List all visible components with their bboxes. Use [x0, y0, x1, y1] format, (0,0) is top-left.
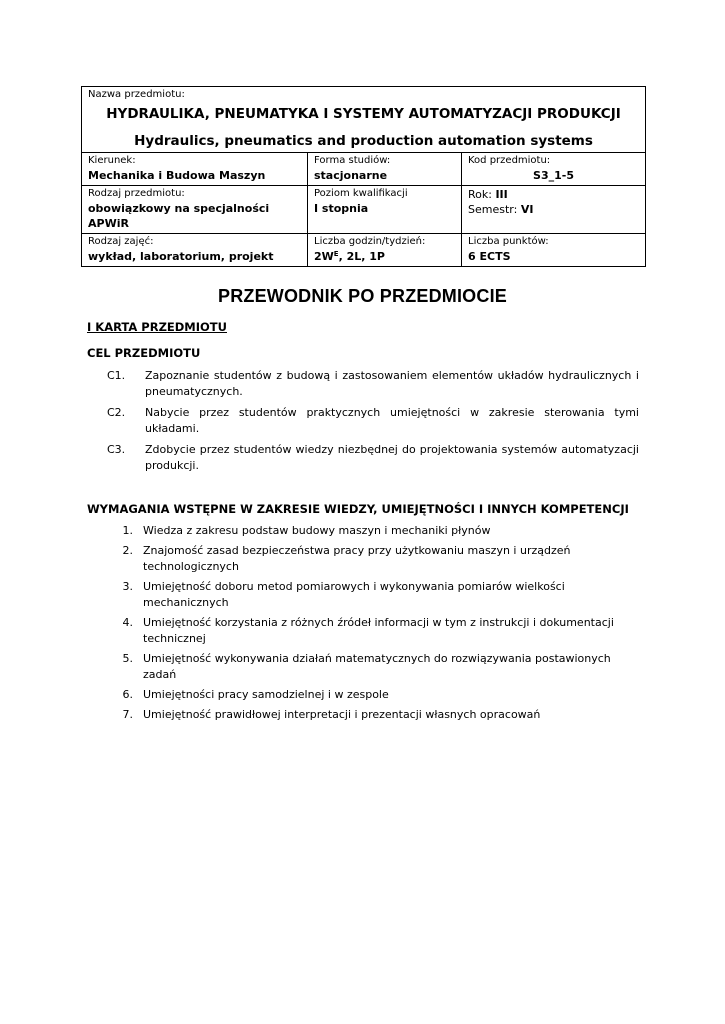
- requirement-item: [110, 579, 640, 611]
- requirement-item: [110, 687, 640, 703]
- subject-title-en: Hydraulics, pneumatics and production automation systems: [134, 133, 593, 149]
- points-value: 6 ECTS: [468, 250, 511, 263]
- section-goal-heading: CEL PRZEDMIOTU: [87, 346, 201, 360]
- classes-value: wykład, laboratorium, projekt: [88, 250, 274, 263]
- qualification-cell: [308, 186, 462, 234]
- requirement-number: 2.: [122, 544, 133, 557]
- qualification-label: Poziom kwalifikacji: [314, 188, 408, 199]
- requirement-number: 4.: [122, 616, 133, 629]
- requirements-list: [110, 523, 640, 727]
- hours-exam-mark: E: [333, 250, 339, 258]
- requirement-number: 5.: [122, 652, 133, 665]
- main-title: PRZEWODNIK PO PRZEDMIOCIE: [217, 286, 507, 306]
- direction-label: Kierunek:: [88, 155, 136, 166]
- requirement-item: [110, 651, 640, 683]
- subject-name-label: Nazwa przedmiotu:: [88, 89, 185, 100]
- requirement-number: 7.: [122, 708, 133, 721]
- classes-cell: [82, 234, 308, 267]
- goal-item: [87, 368, 639, 400]
- requirement-text: Umiejętność doboru metod pomiarowych i wykonywania pomiarów wielkości mechanicznych: [143, 580, 565, 609]
- requirement-text: Umiejętność wykonywania działań matematycznych do rozwiązywania postawionych zadań: [143, 652, 611, 681]
- goal-item: [87, 405, 639, 437]
- qualification-value: I stopnia: [314, 202, 369, 215]
- subject-type-value: obowiązkowy na specjalności APWiR: [88, 202, 270, 230]
- requirement-text: Umiejętności pracy samodzielnej i w zespole: [143, 688, 389, 701]
- semester-line: [468, 202, 639, 217]
- code-value: S3_1-5: [533, 169, 574, 182]
- info-row-2: [82, 186, 646, 234]
- requirement-item: [110, 523, 640, 539]
- direction-value: Mechanika i Budowa Maszyn: [88, 169, 266, 182]
- goal-code: C1.: [107, 369, 126, 382]
- info-row-3: [82, 234, 646, 267]
- points-label: Liczba punktów:: [468, 236, 549, 247]
- study-form-label: Forma studiów:: [314, 155, 391, 166]
- hours-lecture: 2W: [314, 250, 334, 263]
- requirement-text: Umiejętność korzystania z różnych źródeł informacji w tym z instrukcji i dokumentacji technicznej: [143, 616, 614, 645]
- requirement-text: Znajomość zasad bezpieczeństwa pracy przy użytkowaniu maszyn i urządzeń technologicznych: [143, 544, 571, 573]
- requirement-item: [110, 543, 640, 575]
- semester-value: VI: [520, 203, 534, 216]
- requirement-number: 3.: [122, 580, 133, 593]
- subject-name-cell: [82, 87, 646, 153]
- semester-label: Semestr:: [468, 203, 518, 216]
- subject-type-cell: [82, 186, 308, 234]
- goal-code: C2.: [107, 406, 126, 419]
- requirement-item: [110, 615, 640, 647]
- requirement-item: [110, 707, 640, 723]
- direction-cell: [82, 153, 308, 186]
- subject-title-pl: HYDRAULIKA, PNEUMATYKA I SYSTEMY AUTOMATYZACJI PRODUKCJI: [106, 106, 621, 122]
- hours-cell: [308, 234, 462, 267]
- hours-label: Liczba godzin/tydzień:: [314, 236, 426, 247]
- subject-header-table: [81, 86, 646, 267]
- year-semester-cell: [462, 186, 646, 234]
- requirement-text: Wiedza z zakresu podstaw budowy maszyn i mechaniki płynów: [143, 524, 491, 537]
- code-label: Kod przedmiotu:: [468, 155, 551, 166]
- classes-label: Rodzaj zajęć:: [88, 236, 154, 247]
- year-label: Rok:: [468, 188, 492, 201]
- section-requirements-heading: WYMAGANIA WSTĘPNE W ZAKRESIE WIEDZY, UMIEJĘTNOŚCI I INNYCH KOMPETENCJI: [87, 502, 629, 516]
- goal-text: Zapoznanie studentów z budową i zastosowaniem elementów układów hydraulicznych i pneumatycznych.: [145, 369, 639, 398]
- study-form-value: stacjonarne: [314, 169, 388, 182]
- year-line: [468, 187, 639, 202]
- goal-text: Zdobycie przez studentów wiedzy niezbędnej do projektowania systemów automatyzacji produkcji.: [145, 443, 639, 472]
- points-cell: [462, 234, 646, 267]
- goal-code: C3.: [107, 443, 126, 456]
- year-value: III: [495, 188, 508, 201]
- code-cell: [462, 153, 646, 186]
- section-card-heading: I KARTA PRZEDMIOTU: [87, 320, 227, 334]
- requirement-number: 6.: [122, 688, 133, 701]
- goal-item: [87, 442, 639, 474]
- study-form-cell: [308, 153, 462, 186]
- requirement-text: Umiejętność prawidłowej interpretacji i prezentacji własnych opracowań: [143, 708, 541, 721]
- goal-text: Nabycie przez studentów praktycznych umiejętności w zakresie sterowania tymi układami.: [145, 406, 639, 435]
- info-row-1: [82, 153, 646, 186]
- requirement-number: 1.: [122, 524, 133, 537]
- hours-rest: , 2L, 1P: [338, 250, 385, 263]
- hours-value: [314, 249, 455, 264]
- goals-list: [87, 368, 639, 479]
- subject-name-row: [82, 87, 646, 153]
- subject-type-label: Rodzaj przedmiotu:: [88, 188, 185, 199]
